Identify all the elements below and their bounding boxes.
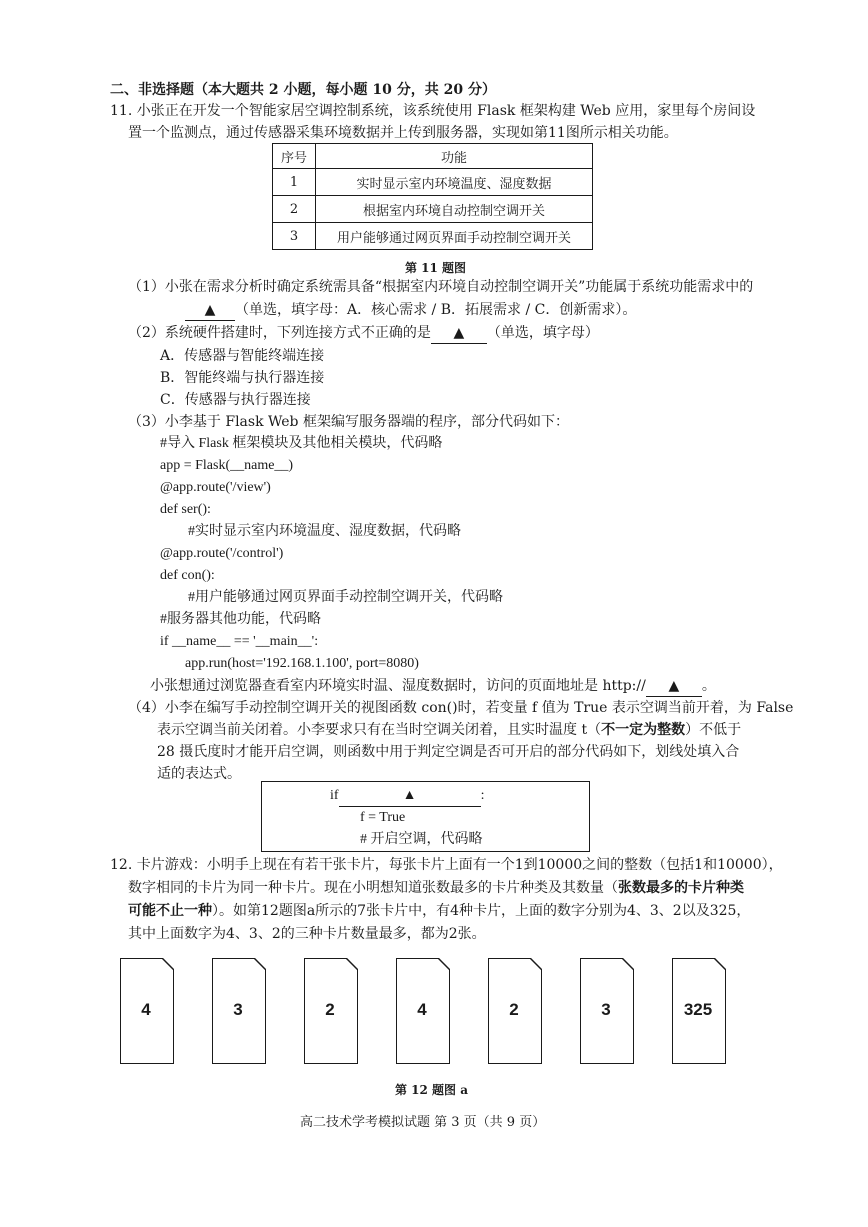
code-line: #实时显示室内环境温度、湿度数据，代码略 (188, 524, 461, 539)
q11-part4-emphasis: 不一定为整数 (601, 722, 686, 738)
code-assign-line: f = True (360, 810, 406, 825)
table-cell: 1 (273, 169, 316, 196)
q12-line4: 其中上面数字为4、3、2的三种卡片数量最多，都为2张。 (128, 926, 486, 942)
q11-part4-line2-text: 表示空调当前关闭着。小李要求只有在当时空调关闭着，且实时温度 t（ (157, 722, 602, 738)
q11-part3-line: （3）小李基于 Flask Web 框架编写服务器端的程序，部分代码如下： (128, 414, 569, 430)
card-number: 4 (417, 1000, 427, 1019)
code-colon: : (480, 788, 485, 803)
code-comment-line: # 开启空调，代码略 (360, 832, 483, 847)
card-number: 2 (509, 1000, 519, 1019)
code-line: #服务器其他功能，代码略 (160, 612, 321, 627)
figure-12a-caption: 第 12 题图 a (395, 1083, 469, 1097)
q11-part3-ask (150, 676, 716, 697)
answer-blank: ▲ (185, 300, 235, 321)
code-if-keyword: if (330, 788, 339, 803)
q11-part4-line3: 28 摄氏度时才能开启空调，则函数中用于判定空调是否可开启的部分代码如下，划线处填入合 (157, 744, 740, 760)
code-line: def con(): (160, 568, 215, 583)
q11-part4-line2-end: ）不低于 (685, 722, 742, 738)
table-header-row (273, 144, 593, 169)
table-header-cell: 序号 (273, 144, 316, 169)
q12-emphasis: 张数最多的卡片种类 (618, 880, 744, 896)
page-footer: 高二技术学考模拟试题 第 3 页（共 9 页） (300, 1115, 546, 1130)
answer-blank: ▲ (339, 786, 481, 807)
figure-11-caption: 第 11 题图 (405, 261, 467, 275)
card-number: 3 (601, 1000, 611, 1019)
q12-line1: 12. 卡片游戏：小明手上现在有若干张卡片，每张卡片上面有一个1到10000之间的整数（包括1和10000）， (110, 857, 783, 873)
table-cell: 根据室内环境自动控制空调开关 (316, 196, 593, 223)
card-corner-icon (162, 958, 174, 970)
card-number: 2 (325, 1000, 335, 1019)
table-row (273, 196, 593, 223)
card-corner-icon (714, 958, 726, 970)
q12-line2-text: 数字相同的卡片为同一种卡片。现在小明想知道张数最多的卡片种类及其数量（ (128, 880, 618, 896)
q11-part1-line2 (185, 300, 636, 321)
q11-intro-line1: 11. 小张正在开发一个智能家居空调控制系统，该系统使用 Flask 框架构建 Web 应用，家里每个房间设 (110, 103, 756, 119)
q11-part1-options: （单选，填字母：A．核心需求 / B．拓展需求 / C．创新需求）。 (235, 302, 637, 318)
code-line: def ser(): (160, 502, 211, 517)
code-line: #用户能够通过网页界面手动控制空调开关，代码略 (188, 590, 503, 605)
q12-line3 (128, 901, 750, 921)
code-line: if __name__ == '__main__': (160, 634, 319, 649)
q11-part1-line1: （1）小张在需求分析时确定系统需具备“根据室内环境自动控制空调开关”功能属于系统功能需求中的 (128, 279, 754, 295)
q11-part3-ask-text: 小张想通过浏览器查看室内环境实时温、湿度数据时，访问的页面地址是 http:// (150, 678, 646, 694)
code-line: @app.route('/control') (160, 546, 284, 561)
answer-blank: ▲ (431, 323, 487, 344)
q11-part4-line2 (157, 720, 741, 740)
section-heading: 二、非选择题（本大题共 2 小题，每小题 10 分，共 20 分） (110, 82, 496, 98)
code-line: app = Flask(__name__) (160, 458, 294, 473)
q11-part4-line1: （4）小李在编写手动控制空调开关的视图函数 con()时，若变量 f 值为 True 表示空调当前开着，为 False (128, 700, 794, 716)
table-cell: 用户能够通过网页界面手动控制空调开关 (316, 223, 593, 250)
code-line: @app.route('/view') (160, 480, 271, 495)
code-line: #导入 Flask 框架模块及其他相关模块，代码略 (160, 436, 443, 451)
table-cell: 3 (273, 223, 316, 250)
card-number: 325 (683, 1000, 713, 1019)
condition-code-box (261, 781, 590, 852)
q11-part2-text: （2）系统硬件搭建时，下列连接方式不正确的是 (128, 325, 431, 341)
table-cell: 2 (273, 196, 316, 223)
card-corner-icon (254, 958, 266, 970)
answer-blank: ▲ (646, 676, 702, 697)
q11-intro-line2: 置一个监测点，通过传感器采集环境数据并上传到服务器，实现如第11图所示相关功能。 (128, 125, 678, 141)
card-corner-icon (438, 958, 450, 970)
table-row (273, 169, 593, 196)
card-corner-icon (346, 958, 358, 970)
card-corner-icon (622, 958, 634, 970)
card-number: 3 (233, 1000, 243, 1019)
q12-emphasis: 可能不止一种 (128, 903, 212, 919)
q11-part2-line (128, 323, 599, 344)
table-header-cell: 功能 (316, 144, 593, 169)
card-number: 4 (141, 1000, 151, 1019)
function-table (272, 143, 593, 250)
code-line: app.run(host='192.168.1.100', port=8080) (185, 656, 419, 671)
table-cell: 实时显示室内环境温度、湿度数据 (316, 169, 593, 196)
q11-part4-line4: 适的表达式。 (157, 766, 241, 782)
q11-part2-option-c: C．传感器与执行器连接 (160, 392, 311, 408)
q12-line2 (128, 878, 744, 898)
code-if-line (330, 786, 484, 807)
q12-line3-text: ）。如第12题图a所示的7张卡片中，有4种卡片，上面的数字分别为4、3、2以及325， (212, 903, 751, 919)
table-row (273, 223, 593, 250)
q11-part2-hint: （单选，填字母） (486, 325, 599, 341)
q11-part2-option-a: A．传感器与智能终端连接 (160, 348, 325, 364)
q11-part2-option-b: B．智能终端与执行器连接 (160, 370, 325, 386)
card-corner-icon (530, 958, 542, 970)
q11-part3-end: 。 (701, 678, 716, 694)
